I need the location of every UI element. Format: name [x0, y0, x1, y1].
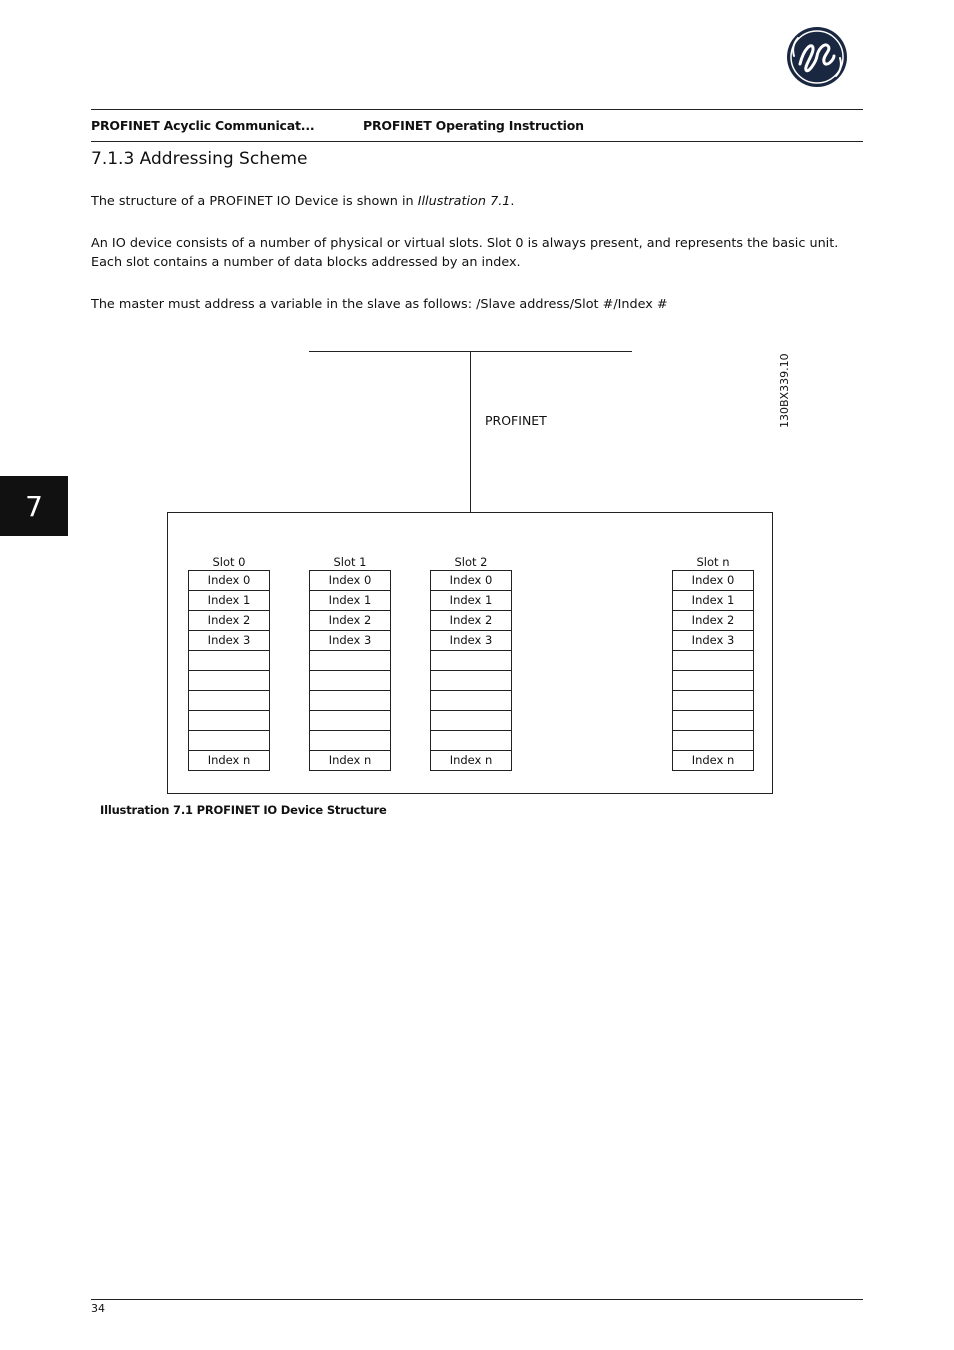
paragraph-addressing: The master must address a variable in the slave as follows: /Slave address/Slot #/Index # [91, 297, 668, 312]
index-cell [309, 690, 391, 710]
paragraph-structure [91, 192, 851, 211]
slot-n [672, 554, 754, 771]
index-cell: Index 2 [309, 610, 391, 630]
index-cell [430, 730, 512, 750]
slot-index-list [188, 570, 270, 771]
index-cell [430, 690, 512, 710]
index-cell: Index n [672, 750, 754, 771]
index-cell [188, 690, 270, 710]
slot-title: Slot n [696, 555, 730, 569]
index-cell [672, 730, 754, 750]
index-cell: Index 3 [672, 630, 754, 650]
network-label: PROFINET [485, 413, 547, 428]
paragraph-structure-end: . [510, 194, 515, 209]
index-cell: Index n [188, 750, 270, 771]
index-cell [188, 730, 270, 750]
slot-0 [188, 554, 270, 771]
illustration-reference: Illustration 7.1 [417, 194, 511, 209]
illustration-caption: Illustration 7.1 PROFINET IO Device Structure [100, 803, 387, 817]
index-cell: Index n [430, 750, 512, 771]
network-drop-line [470, 351, 471, 512]
index-cell [309, 670, 391, 690]
ge-logo-icon [786, 26, 848, 88]
index-cell: Index 0 [309, 570, 391, 590]
page-number: 34 [91, 1302, 105, 1315]
paragraph-slots: An IO device consists of a number of physical or virtual slots. Slot 0 is always present, and represents the basic unit. Each slot contains a number of data blocks addressed by an index. [91, 236, 839, 270]
index-cell [188, 670, 270, 690]
index-cell [309, 730, 391, 750]
slot-index-list [430, 570, 512, 771]
index-cell: Index 3 [430, 630, 512, 650]
index-cell: Index 0 [188, 570, 270, 590]
slot-title: Slot 0 [212, 555, 246, 569]
index-cell: Index n [309, 750, 391, 771]
index-cell [430, 710, 512, 730]
index-cell [672, 650, 754, 670]
index-cell: Index 1 [188, 590, 270, 610]
slot-index-list [309, 570, 391, 771]
index-cell: Index 1 [672, 590, 754, 610]
section-title: 7.1.3 Addressing Scheme [91, 149, 308, 169]
index-cell [188, 650, 270, 670]
index-cell: Index 2 [672, 610, 754, 630]
index-cell [309, 650, 391, 670]
index-cell: Index 0 [672, 570, 754, 590]
slot-index-list [672, 570, 754, 771]
index-cell: Index 3 [188, 630, 270, 650]
index-cell [672, 670, 754, 690]
index-cell: Index 2 [430, 610, 512, 630]
slot-title: Slot 1 [333, 555, 367, 569]
header-bottom-rule [91, 141, 863, 142]
index-cell [430, 650, 512, 670]
slot-2 [430, 554, 512, 771]
paragraph-structure-text: The structure of a PROFINET IO Device is shown in [91, 194, 418, 209]
header-top-rule [91, 109, 863, 110]
index-cell: Index 3 [309, 630, 391, 650]
index-cell: Index 0 [430, 570, 512, 590]
index-cell: Index 1 [309, 590, 391, 610]
index-cell [309, 710, 391, 730]
header-right-title: PROFINET Operating Instruction [363, 118, 584, 133]
index-cell [672, 690, 754, 710]
document-code: 130BX339.10 [778, 353, 791, 428]
index-cell: Index 1 [430, 590, 512, 610]
chapter-tab: 7 [0, 476, 68, 536]
index-cell [672, 710, 754, 730]
footer-rule [91, 1299, 863, 1300]
index-cell [188, 710, 270, 730]
slot-1 [309, 554, 391, 771]
index-cell: Index 2 [188, 610, 270, 630]
header-left-title: PROFINET Acyclic Communicat... [91, 118, 315, 133]
slot-title: Slot 2 [454, 555, 488, 569]
index-cell [430, 670, 512, 690]
